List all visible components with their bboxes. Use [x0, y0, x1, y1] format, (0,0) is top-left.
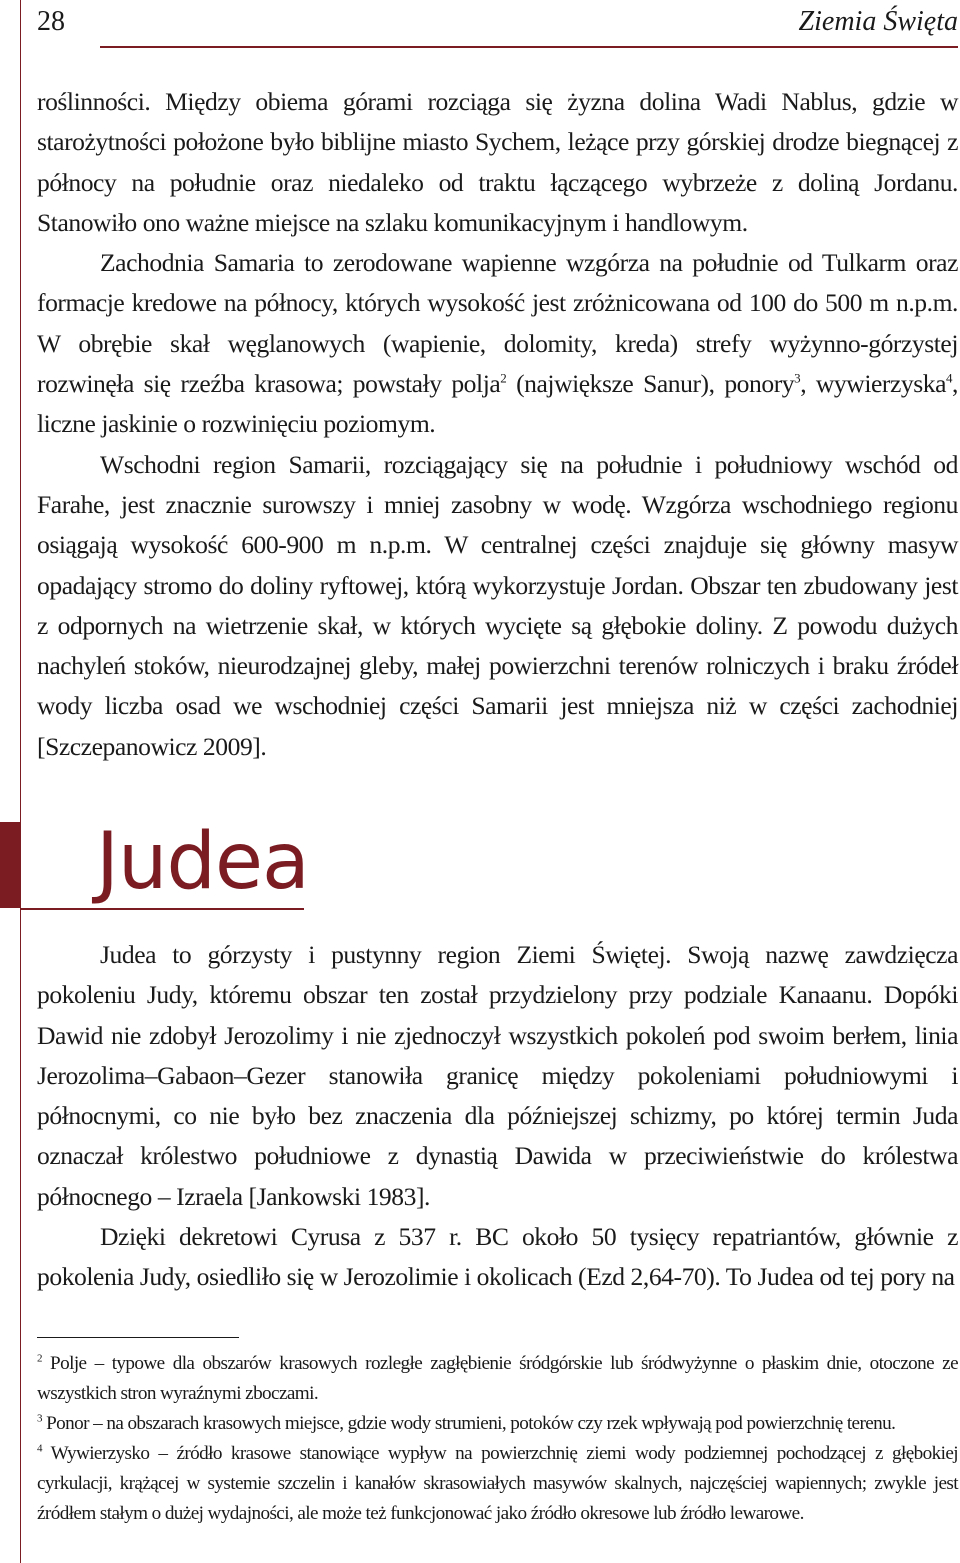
- paragraph-samaria-3: Wschodni region Samarii, rozciągający się na południe i południowy wschód od Farahe, jest znacznie surowszy i mniej zasobny w wodę. Wzgórza wschodniego regionu osiągają wysokość 600-900 m n.p.m. W centralnej części znajduje się główny masyw opadający stromo do doliny ryftowej, którą wykorzystuje Jordan. Obszar ten zbudowany jest z odpornych na wietrzenie skał, w których wycięte są głębokie doliny. Z powodu dużych nachyleń stoków, nieurodzajnej gleby, małej powierzchni terenów rolniczych i braku źródeł wody liczba osad we wschodniej części Samarii jest mniejsza niż w części zachodniej [Szczepanowicz 2009].: [37, 449, 958, 761]
- paragraph-judea-1: Judea to górzysty i pustynny region Ziemi Świętej. Swoją nazwę zawdzięcza pokoleniu Judy, któremu obszar ten został przydzielony przy podziale Kanaanu. Dopóki Dawid nie zdobył Jerozolimy i nie zjednoczył wszystkich pokoleń pod swoim berłem, linia Jerozolima–Gabaon–Gezer stanowiła granicę między pokoleniami południowymi i północnymi, co nie było bez znaczenia dla późniejszej schizmy, po której termin Juda oznaczał królestwo południowe z dynastią Dawida w przeciwieństwie do królestwa północnego – Izraela [Jankowski 1983].: [37, 940, 958, 1211]
- judea-section-text: [37, 935, 958, 1298]
- footnote-ref-2[interactable]: 2: [500, 370, 507, 386]
- footnote-text: Wywierzysko – źródło krasowe stanowiące wypływ na powierzchnię ziemi wody podziemnej pochodzącej z głębokiej cyrkulacji, krążącej w systemie szczelin i kanałów skrasowiałych masywów skalnych, najczęściej wapiennych; zwykle jest źródłem stałym o dużej wydajności, ale może też funkcjonować jako źródło okresowe lub źródło lewarowe.: [37, 1443, 958, 1524]
- paragraph-text: (największe Sanur), ponory: [506, 369, 795, 399]
- section-heading-judea: Judea: [96, 817, 309, 907]
- footnote-number: 3: [37, 1412, 42, 1425]
- footnote-4: [37, 1439, 958, 1529]
- footnote-separator: [37, 1337, 239, 1338]
- running-header-title: Ziemia Święta: [798, 6, 958, 37]
- paragraph-text: Zachodnia Samaria to zerodowane wapienne wzgórza na południe od Tulkarm oraz formacje kredowe na północy, których wysokość jest zróżnicowana od 100 do 500 m n.p.m. W obrębie skał węglanowych (wapienie, dolomity, kreda) strefy wyżynno-górzystej rozwinęła się rzeźba krasowa; powstały polja: [37, 248, 958, 399]
- footnotes: [37, 1349, 958, 1529]
- footnote-text: Polje – typowe dla obszarów krasowych rozległe zagłębienie śródgórskie lub śródwyżynne o płaskim dnie, otoczone ze wszystkich stron wyraźnymi zboczami.: [37, 1353, 958, 1404]
- footnote-number: 2: [37, 1352, 42, 1365]
- paragraph-text: , liczne jaskinie o rozwinięciu poziomym.: [37, 369, 958, 439]
- footnote-3: [37, 1409, 958, 1439]
- paragraph-samaria-2: [37, 243, 958, 444]
- footnote-ref-3[interactable]: 3: [794, 370, 801, 386]
- left-margin-rule: [20, 0, 21, 1563]
- page-number: 28: [37, 6, 65, 37]
- paragraph-judea-2: Dzięki dekretowi Cyrusa z 537 r. BC około 50 tysięcy repatriantów, głównie z pokolenia Judy, osiedliło się w Jerozolimie i okolicach (Ezd 2,64-70). To Judea od tej pory na: [37, 1222, 958, 1292]
- paragraph-samaria-1: roślinności. Między obiema górami rozciąga się żyzna dolina Wadi Nablus, gdzie w starożytności położone było biblijne miasto Sychem, leżące przy górskiej drodze biegnącej z północy na południe oraz niedaleko od traktu łączącego wybrzeże z doliną Jordanu. Stanowiło ono ważne miejsce na szlaku komunikacyjnym i handlowym.: [37, 87, 958, 237]
- footnote-2: [37, 1349, 958, 1409]
- footnote-ref-4[interactable]: 4: [945, 370, 953, 386]
- section-heading-rule: [20, 908, 304, 910]
- samaria-section-text: [37, 82, 958, 767]
- footnote-number: 4: [37, 1442, 42, 1455]
- paragraph-text: , wywierzyska: [800, 369, 946, 399]
- header-rule: [100, 46, 958, 48]
- footnote-text: Ponor – na obszarach krasowych miejsce, gdzie wody strumieni, potoków czy rzek wpływają pod powierzchnię terenu.: [41, 1413, 896, 1434]
- section-marker-bar: [0, 822, 20, 908]
